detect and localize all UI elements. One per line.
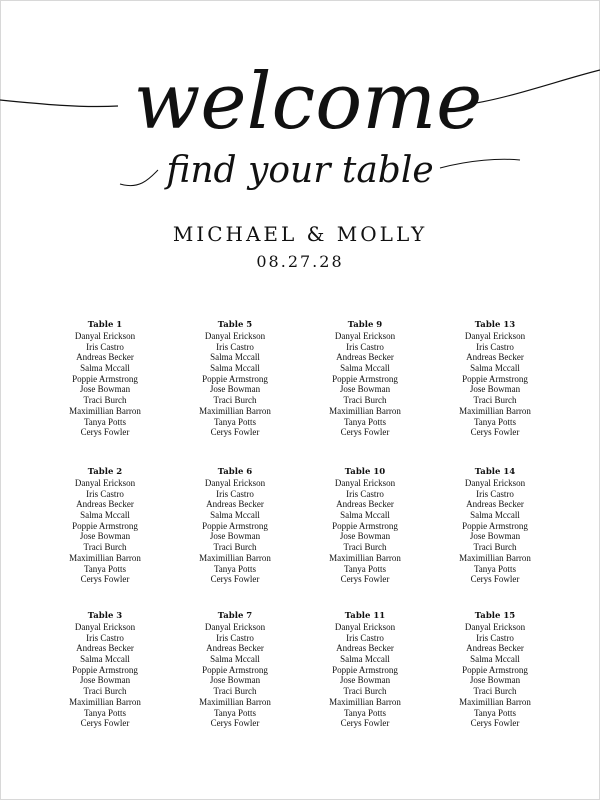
- subtitle-script: find your table: [166, 150, 434, 191]
- guest-name: Danyal Erickson: [204, 622, 266, 632]
- table-title: Table 13: [474, 320, 516, 330]
- guest-name: Cerys Fowler: [210, 574, 260, 585]
- guest-name: Maximillian Barron: [69, 552, 141, 563]
- guest-name: Poppie Armstrong: [462, 373, 528, 384]
- seating-table: [430, 320, 560, 438]
- guest-name: Andreas Becker: [206, 643, 264, 654]
- guest-name: Danyal Erickson: [464, 622, 526, 632]
- guest-name: Iris Castro: [86, 488, 124, 499]
- guest-name: Cerys Fowler: [470, 574, 520, 585]
- guest-name: Traci Burch: [83, 542, 127, 553]
- seating-table: [300, 611, 430, 729]
- guest-name: Tanya Potts: [213, 707, 257, 718]
- guest-name: Iris Castro: [346, 632, 384, 643]
- guest-name: Iris Castro: [216, 488, 254, 499]
- guest-name: Poppie Armstrong: [202, 373, 268, 384]
- guest-name: Poppie Armstrong: [202, 664, 268, 675]
- seating-table: [40, 320, 170, 438]
- guest-name: Maximillian Barron: [329, 405, 401, 416]
- guest-name: Iris Castro: [476, 488, 514, 499]
- guest-name: Danyal Erickson: [334, 331, 396, 341]
- seating-table: [170, 320, 300, 438]
- guest-name: Iris Castro: [216, 341, 254, 352]
- guest-name: Jose Bowman: [339, 384, 391, 395]
- guest-name: Tanya Potts: [473, 416, 517, 427]
- guest-name: Danyal Erickson: [74, 622, 136, 632]
- guest-name: Maximillian Barron: [199, 552, 271, 563]
- guest-name: Poppie Armstrong: [462, 520, 528, 531]
- guest-name: Andreas Becker: [336, 352, 394, 363]
- right-flourish-line: [470, 70, 600, 104]
- guest-name: Tanya Potts: [83, 707, 127, 718]
- seating-table: [300, 320, 430, 438]
- guest-name: Iris Castro: [216, 632, 254, 643]
- guest-name: Tanya Potts: [343, 707, 387, 718]
- guest-name: Danyal Erickson: [334, 478, 396, 488]
- guest-name: Cerys Fowler: [470, 718, 520, 729]
- wedding-date: 08.27.28: [256, 252, 344, 271]
- guest-name: Tanya Potts: [473, 563, 517, 574]
- guest-name: Cerys Fowler: [210, 718, 260, 729]
- guest-name: Salma Mccall: [470, 363, 520, 374]
- seating-table: [430, 611, 560, 729]
- guest-name: Salma Mccall: [210, 363, 260, 374]
- guest-name: Iris Castro: [86, 341, 124, 352]
- table-title: Table 9: [347, 320, 383, 330]
- guest-name: Tanya Potts: [83, 416, 127, 427]
- guest-name: Danyal Erickson: [74, 331, 136, 341]
- guest-name: Danyal Erickson: [464, 331, 526, 341]
- guest-name: Cerys Fowler: [80, 718, 130, 729]
- guest-name: Traci Burch: [343, 542, 387, 553]
- seating-table: [40, 467, 170, 585]
- guest-name: Maximillian Barron: [199, 696, 271, 707]
- guest-name: Iris Castro: [346, 341, 384, 352]
- guest-name: Jose Bowman: [339, 531, 391, 542]
- guest-name: Cerys Fowler: [470, 427, 520, 438]
- guest-name: Andreas Becker: [76, 499, 134, 510]
- guest-name: Salma Mccall: [340, 510, 390, 521]
- guest-name: Jose Bowman: [339, 675, 391, 686]
- guest-name: Salma Mccall: [210, 654, 260, 665]
- right-subtitle-swash: [440, 159, 520, 168]
- guest-name: Salma Mccall: [80, 510, 130, 521]
- guest-name: Tanya Potts: [213, 416, 257, 427]
- guest-name: Salma Mccall: [210, 352, 260, 363]
- guest-name: Andreas Becker: [76, 352, 134, 363]
- welcome-script: welcome: [133, 57, 483, 147]
- guest-name: Traci Burch: [473, 395, 517, 406]
- guest-name: Danyal Erickson: [334, 622, 396, 632]
- table-title: Table 10: [344, 467, 386, 477]
- seating-grid: [40, 320, 560, 750]
- guest-name: Maximillian Barron: [459, 405, 531, 416]
- guest-name: Salma Mccall: [340, 363, 390, 374]
- table-title: Table 14: [474, 467, 516, 477]
- guest-name: Jose Bowman: [469, 384, 521, 395]
- guest-name: Traci Burch: [213, 395, 257, 406]
- guest-name: Maximillian Barron: [329, 696, 401, 707]
- guest-name: Tanya Potts: [473, 707, 517, 718]
- guest-name: Iris Castro: [346, 488, 384, 499]
- guest-name: Maximillian Barron: [69, 696, 141, 707]
- guest-name: Salma Mccall: [340, 654, 390, 665]
- guest-name: Poppie Armstrong: [332, 373, 398, 384]
- guest-name: Iris Castro: [476, 632, 514, 643]
- guest-name: Cerys Fowler: [340, 427, 390, 438]
- table-title: Table 15: [474, 611, 516, 621]
- table-title: Table 7: [217, 611, 253, 621]
- guest-name: Salma Mccall: [470, 510, 520, 521]
- guest-name: Danyal Erickson: [74, 478, 136, 488]
- guest-name: Salma Mccall: [470, 654, 520, 665]
- guest-name: Salma Mccall: [80, 654, 130, 665]
- guest-name: Traci Burch: [83, 395, 127, 406]
- table-title: Table 6: [217, 467, 253, 477]
- guest-name: Salma Mccall: [80, 363, 130, 374]
- guest-name: Cerys Fowler: [80, 574, 130, 585]
- seating-table: [40, 611, 170, 729]
- guest-name: Andreas Becker: [206, 499, 264, 510]
- left-subtitle-swash: [120, 170, 158, 186]
- guest-name: Traci Burch: [343, 395, 387, 406]
- guest-name: Maximillian Barron: [329, 552, 401, 563]
- guest-name: Maximillian Barron: [199, 405, 271, 416]
- left-flourish-line: [0, 100, 118, 107]
- guest-name: Poppie Armstrong: [72, 373, 138, 384]
- guest-name: Cerys Fowler: [80, 427, 130, 438]
- guest-name: Cerys Fowler: [340, 574, 390, 585]
- guest-name: Andreas Becker: [466, 643, 524, 654]
- guest-name: Traci Burch: [343, 686, 387, 697]
- guest-name: Cerys Fowler: [210, 427, 260, 438]
- guest-name: Jose Bowman: [209, 675, 261, 686]
- guest-name: Traci Burch: [213, 686, 257, 697]
- table-title: Table 5: [217, 320, 253, 330]
- seating-table: [170, 611, 300, 729]
- couple-names: MICHAEL & MOLLY: [172, 222, 428, 246]
- seating-table: [170, 467, 300, 585]
- guest-name: Jose Bowman: [469, 675, 521, 686]
- guest-name: Maximillian Barron: [69, 405, 141, 416]
- guest-name: Poppie Armstrong: [332, 664, 398, 675]
- guest-name: Jose Bowman: [79, 531, 131, 542]
- guest-name: Tanya Potts: [343, 563, 387, 574]
- guest-name: Andreas Becker: [336, 643, 394, 654]
- guest-name: Tanya Potts: [343, 416, 387, 427]
- welcome-header-art: [0, 0, 600, 210]
- guest-name: Traci Burch: [213, 542, 257, 553]
- guest-name: Poppie Armstrong: [72, 664, 138, 675]
- guest-name: Jose Bowman: [209, 384, 261, 395]
- guest-name: Iris Castro: [476, 341, 514, 352]
- table-title: Table 1: [87, 320, 123, 330]
- guest-name: Poppie Armstrong: [202, 520, 268, 531]
- guest-name: Poppie Armstrong: [462, 664, 528, 675]
- guest-name: Salma Mccall: [210, 510, 260, 521]
- seating-table: [430, 467, 560, 585]
- guest-name: Traci Burch: [83, 686, 127, 697]
- seating-table: [300, 467, 430, 585]
- table-title: Table 2: [87, 467, 123, 477]
- table-title: Table 3: [87, 611, 123, 621]
- guest-name: Poppie Armstrong: [72, 520, 138, 531]
- guest-name: Tanya Potts: [83, 563, 127, 574]
- guest-name: Jose Bowman: [209, 531, 261, 542]
- guest-name: Poppie Armstrong: [332, 520, 398, 531]
- guest-name: Jose Bowman: [79, 675, 131, 686]
- guest-name: Maximillian Barron: [459, 552, 531, 563]
- guest-name: Danyal Erickson: [204, 478, 266, 488]
- guest-name: Jose Bowman: [79, 384, 131, 395]
- guest-name: Danyal Erickson: [464, 478, 526, 488]
- guest-name: Andreas Becker: [336, 499, 394, 510]
- table-title: Table 11: [344, 611, 386, 621]
- guest-name: Andreas Becker: [76, 643, 134, 654]
- guest-name: Traci Burch: [473, 686, 517, 697]
- guest-name: Maximillian Barron: [459, 696, 531, 707]
- guest-name: Danyal Erickson: [204, 331, 266, 341]
- guest-name: Andreas Becker: [466, 352, 524, 363]
- guest-name: Traci Burch: [473, 542, 517, 553]
- guest-name: Jose Bowman: [469, 531, 521, 542]
- guest-name: Tanya Potts: [213, 563, 257, 574]
- guest-name: Cerys Fowler: [340, 718, 390, 729]
- guest-name: Iris Castro: [86, 632, 124, 643]
- guest-name: Andreas Becker: [466, 499, 524, 510]
